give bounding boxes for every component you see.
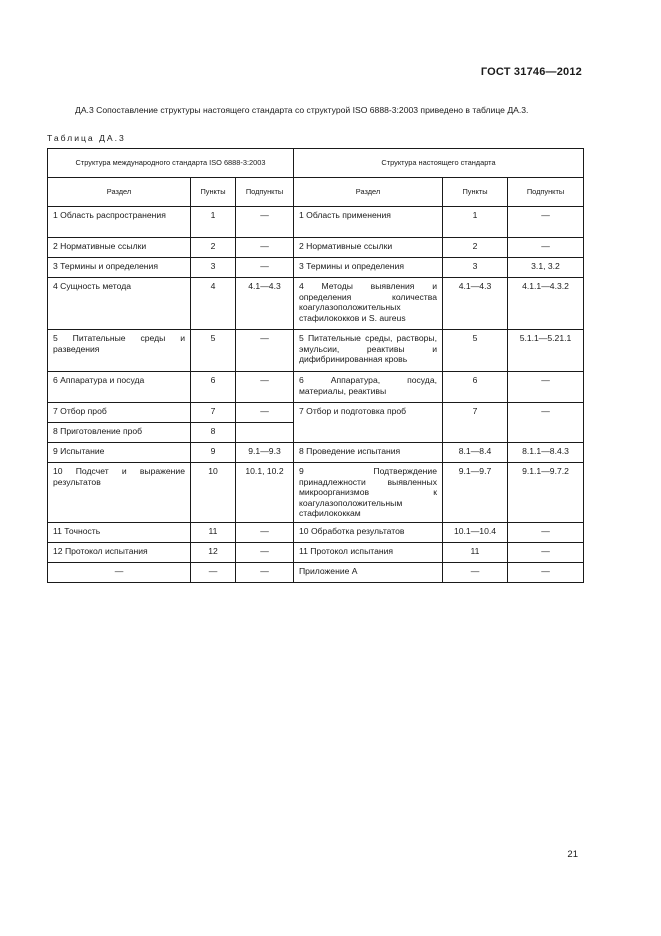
table-cell: 11 Точность: [48, 522, 191, 542]
table-cell: 6 Аппаратура, посуда, материалы, реактивы: [294, 372, 443, 403]
table-row: [48, 522, 584, 542]
table-cell: 4 Сущность метода: [48, 278, 191, 330]
table-cell: 10 Обработка результатов: [294, 522, 443, 542]
table-cell: 5 Питательные среды, растворы, эмульсии, реактивы и дифибринированная кровь: [294, 330, 443, 372]
table-cell: —: [508, 372, 584, 403]
table-cell: 7: [443, 403, 508, 443]
table-cell: —: [236, 372, 294, 403]
table-row: [48, 258, 584, 278]
table-row: [48, 372, 584, 403]
table-cell: —: [508, 238, 584, 258]
table-row: [48, 330, 584, 372]
table-cell: 7 Отбор и подготовка проб: [294, 403, 443, 443]
column-header-clauses: Пункты: [443, 178, 508, 207]
table-cell: —: [191, 562, 236, 582]
group-header-national: Структура настоящего стандарта: [294, 149, 584, 178]
column-header-subclauses: Подпункты: [508, 178, 584, 207]
table-row: [48, 403, 584, 423]
group-header-international: Структура международного стандарта ISO 6888-3:2003: [48, 149, 294, 178]
table-cell: —: [236, 542, 294, 562]
table-cell: 1 Область распространения: [48, 207, 191, 238]
table-cell: 7: [191, 403, 236, 423]
table-cell: 4.1.1—4.3.2: [508, 278, 584, 330]
column-header-clauses: Пункты: [191, 178, 236, 207]
table-cell: —: [443, 562, 508, 582]
table-cell: —: [508, 562, 584, 582]
column-header-section: Раздел: [294, 178, 443, 207]
table-cell: 5: [443, 330, 508, 372]
table-cell: 8 Проведение испытания: [294, 443, 443, 463]
table-caption: Таблица ДА.3: [47, 133, 126, 143]
table-cell: —: [48, 562, 191, 582]
table-cell: —: [236, 522, 294, 542]
table-cell: 9.1—9.7: [443, 463, 508, 523]
table-cell: —: [236, 258, 294, 278]
table-cell: 5.1.1—5.21.1: [508, 330, 584, 372]
table-cell: —: [236, 330, 294, 372]
table-cell: 3.1, 3.2: [508, 258, 584, 278]
table-cell: —: [508, 207, 584, 238]
table-cell: 8 Приготовление проб: [48, 423, 191, 443]
table-row: [48, 278, 584, 330]
table-cell: 1 Область применения: [294, 207, 443, 238]
table-cell: 1: [443, 207, 508, 238]
table-cell: —: [236, 403, 294, 423]
table-cell: 9.1—9.3: [236, 443, 294, 463]
table-cell: 4 Методы выявления и определения количества коагулазоположительных стафилококков и S. aureus: [294, 278, 443, 330]
table-cell: 5 Питательные среды и разведения: [48, 330, 191, 372]
table-cell: 12 Протокол испытания: [48, 542, 191, 562]
table-cell: 9 Испытание: [48, 443, 191, 463]
page-number: 21: [567, 849, 578, 860]
table-cell: 2: [191, 238, 236, 258]
table-cell: —: [508, 522, 584, 542]
table-cell: 6: [191, 372, 236, 403]
comparison-table: [47, 148, 584, 583]
document-code: ГОСТ 31746—2012: [480, 66, 582, 78]
table-row: [48, 463, 584, 523]
table-cell: 10.1, 10.2: [236, 463, 294, 523]
column-header-section: Раздел: [48, 178, 191, 207]
table-cell: [236, 423, 294, 443]
table-cell: 10 Подсчет и выражение результатов: [48, 463, 191, 523]
table-cell: 1: [191, 207, 236, 238]
table-cell: 8.1—8.4: [443, 443, 508, 463]
table-cell: —: [236, 562, 294, 582]
table-cell: 6 Аппаратура и посуда: [48, 372, 191, 403]
table-cell: 3: [443, 258, 508, 278]
table-cell: 3 Термины и определения: [48, 258, 191, 278]
table-row: [48, 238, 584, 258]
table-cell: 11: [443, 542, 508, 562]
table-cell: Приложение А: [294, 562, 443, 582]
table-cell: 3: [191, 258, 236, 278]
table-cell: 9: [191, 443, 236, 463]
table-cell: —: [236, 207, 294, 238]
table-row: [48, 443, 584, 463]
table-cell: 10: [191, 463, 236, 523]
column-header-subclauses: Подпункты: [236, 178, 294, 207]
table-cell: 11: [191, 522, 236, 542]
table-cell: 10.1—10.4: [443, 522, 508, 542]
table-cell: 4.1—4.3: [236, 278, 294, 330]
intro-paragraph: ДА.3 Сопоставление структуры настоящего стандарта со структурой ISO 6888-3:2003 приведено в таблице ДА.3.: [75, 104, 529, 115]
table-cell: 5: [191, 330, 236, 372]
table-cell: 9 Подтверждение принадлежности выявленных микроорганизмов к коагулазоположительным стафилококкам: [294, 463, 443, 523]
table-cell: —: [236, 238, 294, 258]
table-cell: —: [508, 542, 584, 562]
table-cell: 2 Нормативные ссылки: [48, 238, 191, 258]
table-row: [48, 542, 584, 562]
table-cell: 2: [443, 238, 508, 258]
table-row: [48, 207, 584, 238]
table-cell: 6: [443, 372, 508, 403]
table-cell: 9.1.1—9.7.2: [508, 463, 584, 523]
table-cell: 4.1—4.3: [443, 278, 508, 330]
table-cell: —: [508, 403, 584, 443]
table-cell: 3 Термины и определения: [294, 258, 443, 278]
table-cell: 8.1.1—8.4.3: [508, 443, 584, 463]
table-cell: 11 Протокол испытания: [294, 542, 443, 562]
table-cell: 8: [191, 423, 236, 443]
table-cell: 2 Нормативные ссылки: [294, 238, 443, 258]
table-cell: 12: [191, 542, 236, 562]
table-cell: 7 Отбор проб: [48, 403, 191, 423]
table-cell: 4: [191, 278, 236, 330]
table-row: [48, 562, 584, 582]
